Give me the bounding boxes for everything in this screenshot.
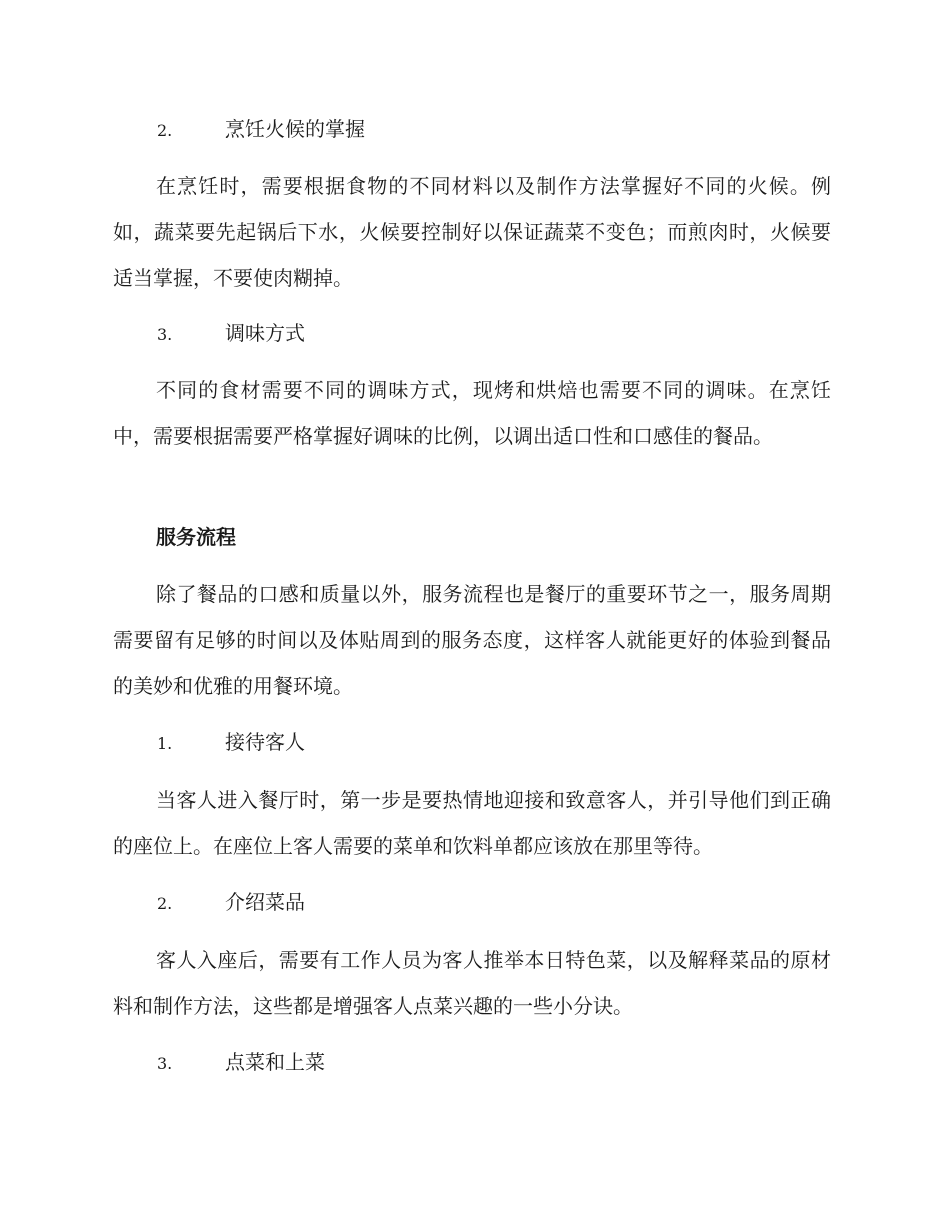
list-number: 2.: [157, 894, 173, 913]
list-item-greeting: [157, 727, 305, 757]
list-item-title: 烹饪火候的掌握: [225, 117, 365, 141]
list-item-title: 接待客人: [225, 730, 305, 754]
paragraph-seasoning: 不同的食材需要不同的调味方式，现烤和烘焙也需要不同的调味。在烹饪中，需要根据需要严格掌握好调味的比例，以调出适口性和口感佳的餐品。: [113, 378, 831, 448]
list-number: 2.: [157, 121, 173, 140]
paragraph-service-intro: 除了餐品的口感和质量以外，服务流程也是餐厅的重要环节之一，服务周期需要留有足够的时间以及体贴周到的服务态度，这样客人就能更好的体验到餐品的美妙和优雅的用餐环境。: [113, 582, 831, 698]
list-item-title: 介绍菜品: [225, 890, 305, 914]
paragraph-greeting: 当客人进入餐厅时，第一步是要热情地迎接和致意客人，并引导他们到正确的座位上。在座位上客人需要的菜单和饮料单都应该放在那里等待。: [113, 788, 831, 858]
list-item-ordering-serving: [157, 1047, 325, 1077]
list-number: 3.: [157, 1054, 173, 1073]
section-heading-service: 服务流程: [156, 525, 236, 549]
list-item-cooking-heat: [157, 114, 365, 144]
paragraph-introduce-dishes: 客人入座后，需要有工作人员为客人推举本日特色菜，以及解释菜品的原材料和制作方法，这些都是增强客人点菜兴趣的一些小分诀。: [113, 948, 831, 1018]
list-number: 1.: [157, 734, 173, 753]
list-item-title: 调味方式: [225, 321, 305, 345]
list-item-seasoning: [157, 318, 305, 348]
paragraph-cooking-heat: 在烹饪时，需要根据食物的不同材料以及制作方法掌握好不同的火候。例如，蔬菜要先起锅后下水，火候要控制好以保证蔬菜不变色；而煎肉时，火候要适当掌握，不要使肉糊掉。: [113, 174, 831, 290]
list-number: 3.: [157, 325, 173, 344]
list-item-title: 点菜和上菜: [225, 1050, 325, 1074]
list-item-introduce-dishes: [157, 887, 305, 917]
